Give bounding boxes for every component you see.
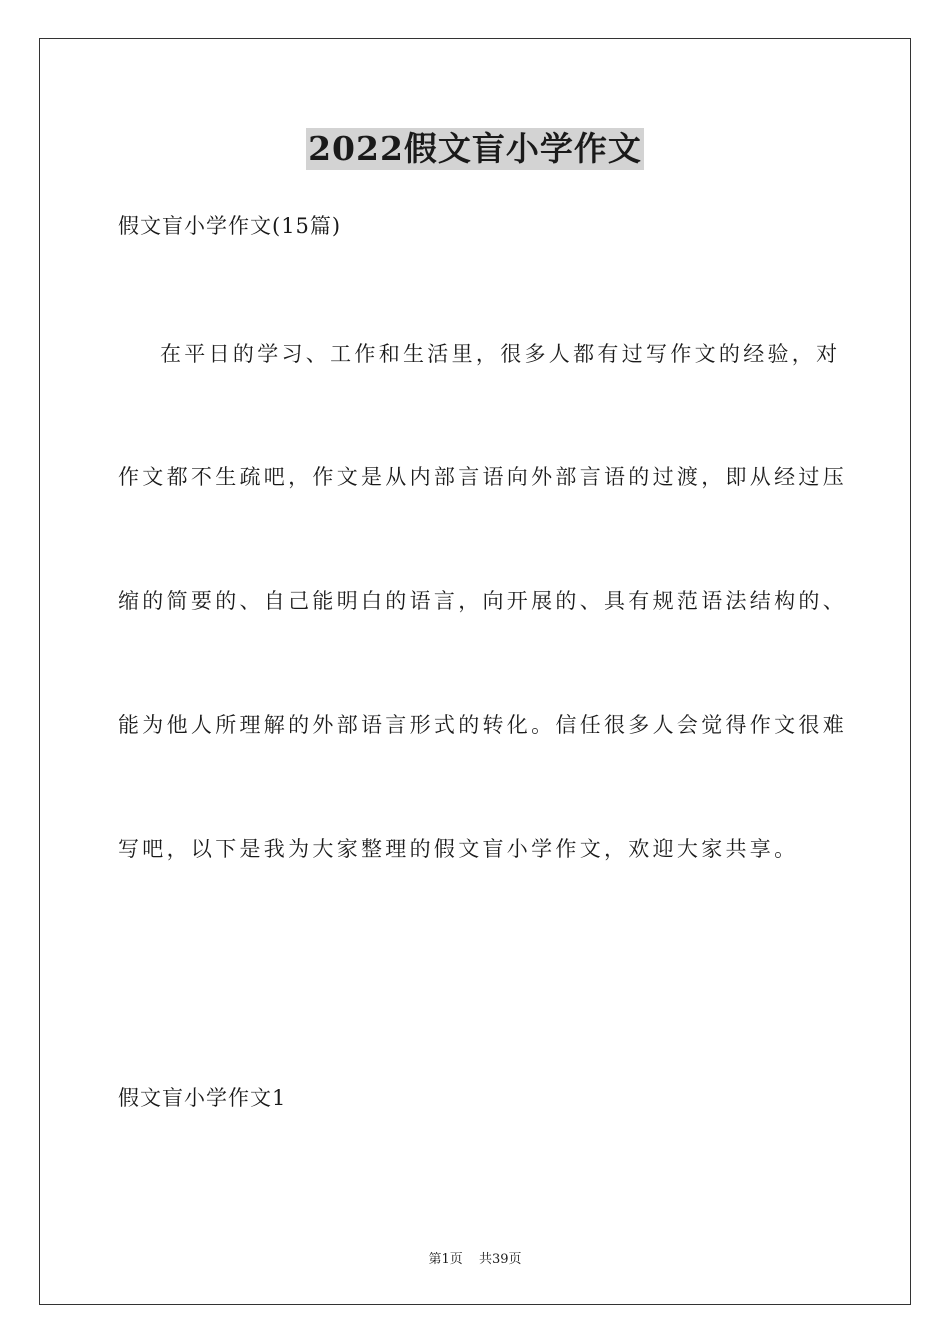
intro-line-2: 作文都不生疏吧，作文是从内部言语向外部言语的过渡，即从经过压 [118, 465, 847, 489]
intro-line-3: 缩的简要的、自己能明白的语言，向开展的、具有规范语法结构的、 [118, 589, 847, 613]
page-total: 共39页 [478, 1252, 522, 1267]
page-footer [0, 1248, 950, 1267]
intro-line-1: 在平日的学习、工作和生活里，很多人都有过写作文的经验，对 [160, 342, 841, 366]
document-title-container [0, 128, 950, 170]
document-title: 2022假文盲小学作文 [308, 129, 642, 168]
page-number: 第1页 [428, 1252, 463, 1267]
intro-line-4: 能为他人所理解的外部语言形式的转化。信任很多人会觉得作文很难 [118, 713, 847, 737]
document-subtitle: 假文盲小学作文(15篇) [118, 214, 342, 238]
section-heading: 假文盲小学作文1 [118, 1086, 287, 1110]
intro-line-5: 写吧，以下是我为大家整理的假文盲小学作文，欢迎大家共享。 [118, 837, 799, 861]
